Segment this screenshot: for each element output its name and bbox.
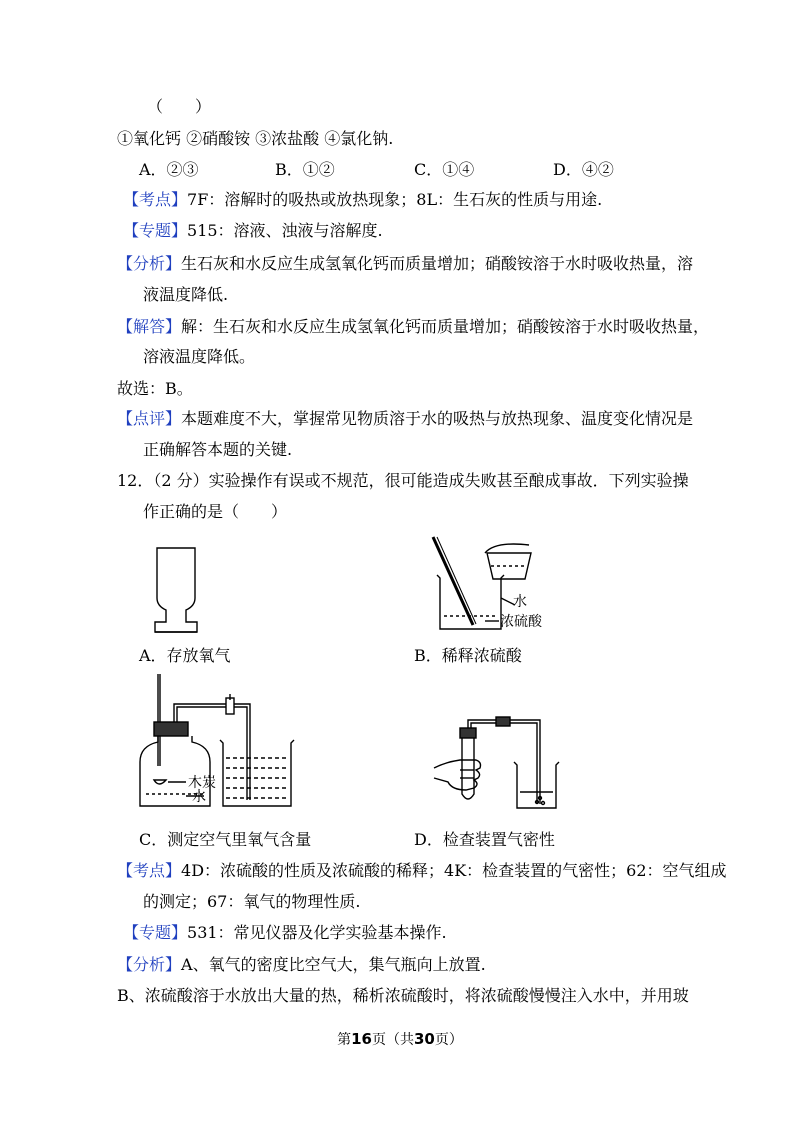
kaodian-line — [123, 189, 602, 211]
q12-stem-1: 12．（2 分）实验操作有误或不规范，很可能造成失败甚至酿成事故．下列实验操 — [117, 471, 689, 490]
caption-a: A．存放氧气 — [139, 646, 231, 665]
caption-c: C．测定空气里氧气含量 — [139, 830, 312, 849]
page-footer — [0, 1029, 800, 1050]
figure-b-dilution — [425, 533, 575, 638]
zhuanti-tag: 【专题】 — [123, 221, 188, 240]
q12-b-analysis-line: B、浓硫酸溶于水放出大量的热，稀析浓硫酸时，将浓硫酸慢慢注入水中，并用玻 — [117, 986, 689, 1005]
footer-page-number: 16 — [351, 1030, 372, 1048]
dianping-text-1: 本题难度不大，掌握常见物质溶于水的吸热与放热现象、温度变化情况是 — [181, 409, 694, 428]
option-d: D．④② — [553, 160, 614, 179]
footer-post: 页） — [434, 1032, 463, 1048]
q12-stem-2: 作正确的是（ ） — [143, 502, 288, 521]
footer-mid: 页（共 — [372, 1032, 414, 1048]
label-b-water: 水 — [513, 594, 527, 610]
answer-line: 故选：B。 — [117, 379, 193, 398]
label-b-acid: 浓硫酸 — [500, 614, 542, 630]
q12-kaodian-line-2: 的测定；67：氧气的物理性质. — [143, 892, 361, 911]
figure-c-oxygen-content — [128, 670, 298, 810]
q12-fenxi-text: A、氧气的密度比空气大，集气瓶向上放置. — [181, 955, 486, 974]
dianping-tag: 【点评】 — [117, 409, 182, 428]
jieda-text-1: 解：生石灰和水反应生成氢氧化钙而质量增加；硝酸铵溶于水时吸收热量， — [181, 317, 710, 336]
dianping-line-1 — [117, 408, 693, 430]
fenxi-tag: 【分析】 — [117, 254, 182, 273]
answer-paren: （ ） — [147, 97, 212, 116]
footer-total-pages: 30 — [414, 1030, 435, 1048]
option-a: A．②③ — [139, 160, 199, 179]
footer-pre: 第 — [337, 1032, 352, 1048]
figure-a-gas-bottle — [140, 540, 220, 640]
option-b: B．①② — [275, 160, 335, 179]
option-c: C．①④ — [414, 160, 475, 179]
jieda-line-1 — [117, 316, 709, 338]
jieda-line-2: 溶液温度降低。 — [143, 347, 256, 366]
dianping-line-2: 正确解答本题的关键. — [143, 440, 293, 459]
kaodian-text: 7F：溶解时的吸热或放热现象；8L：生石灰的性质与用途. — [187, 190, 603, 209]
q12-fenxi-line — [117, 954, 486, 976]
label-c-water: 水 — [192, 789, 206, 805]
kaodian-tag: 【考点】 — [123, 190, 188, 209]
q12-zhuanti-text: 531：常见仪器及化学实验基本操作. — [187, 923, 447, 942]
label-c-charcoal: 木炭 — [188, 775, 216, 791]
question-items: ①氧化钙 ②硝酸铵 ③浓盐酸 ④氯化钠. — [117, 129, 394, 148]
q12-kaodian-line-1 — [117, 860, 727, 882]
caption-d: D．检查装置气密性 — [414, 830, 555, 849]
q12-kaodian-tag: 【考点】 — [117, 861, 182, 880]
q12-fenxi-tag: 【分析】 — [117, 955, 182, 974]
caption-b: B．稀释浓硫酸 — [414, 646, 522, 665]
fenxi-line-1 — [117, 253, 693, 275]
figure-d-airtightness — [430, 712, 570, 817]
q12-kaodian-text-1: 4D：浓硫酸的性质及浓硫酸的稀释；4K：检查装置的气密性；62：空气组成 — [181, 861, 727, 880]
zhuanti-text: 515：溶液、浊液与溶解度. — [187, 221, 383, 240]
fenxi-line-2: 液温度降低. — [143, 285, 229, 304]
jieda-tag: 【解答】 — [117, 317, 182, 336]
fenxi-text-1: 生石灰和水反应生成氢氧化钙而质量增加；硝酸铵溶于水时吸收热量，溶 — [181, 254, 694, 273]
zhuanti-line — [123, 220, 383, 242]
q12-zhuanti-line — [123, 922, 447, 944]
q12-zhuanti-tag: 【专题】 — [123, 923, 188, 942]
